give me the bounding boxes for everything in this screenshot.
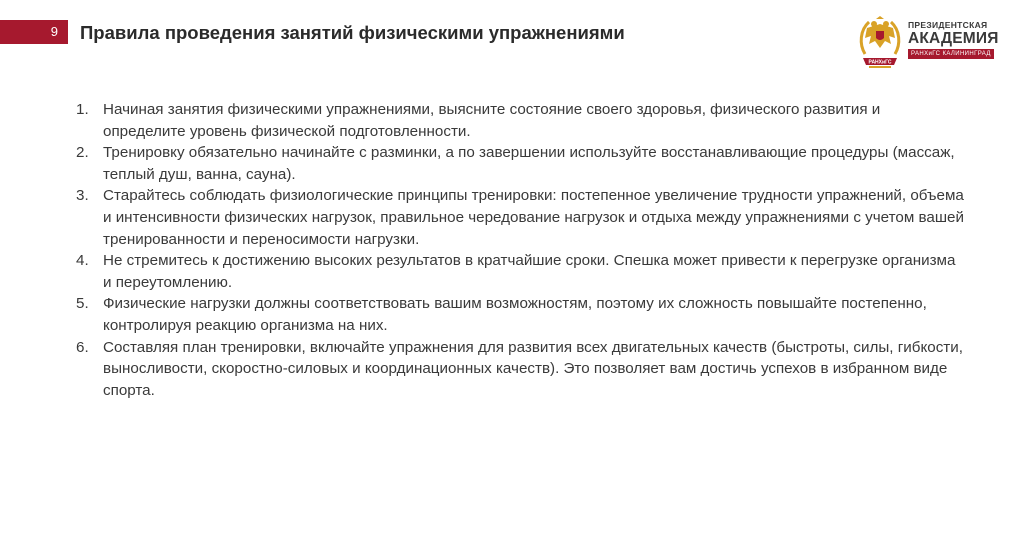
- list-item-text: Начиная занятия физическими упражнениями, выясните состояние своего здоровья, физического развития и определите уровень физической подготовленности.: [103, 101, 881, 140]
- list-item: [76, 99, 966, 142]
- rules-list: [76, 99, 966, 401]
- list-item: [76, 337, 966, 402]
- logo-line-3: РАНХиГС КАЛИНИНГРАД: [908, 49, 994, 59]
- slide-number: 9: [50, 24, 58, 39]
- list-item-number: 1.: [76, 101, 89, 118]
- slide-number-bar: [0, 20, 68, 44]
- double-headed-eagle-emblem-icon: [857, 14, 903, 74]
- list-item-text: Физические нагрузки должны соответствовать вашим возможностям, поэтому их сложность повышайте постепенно, контролируя реакцию организма на них.: [103, 295, 927, 334]
- list-item-number: 4.: [76, 252, 89, 270]
- list-item-number: 5.: [76, 295, 89, 313]
- list-item-number: 3.: [76, 187, 89, 205]
- academy-logo: [857, 14, 997, 74]
- list-item: [76, 185, 966, 250]
- list-item-number: 2.: [76, 144, 89, 162]
- logo-line-2: АКАДЕМИЯ: [908, 30, 999, 47]
- page-title: Правила проведения занятий физическими упражнениями: [80, 22, 625, 43]
- logo-line-1: ПРЕЗИДЕНТСКАЯ: [908, 20, 988, 30]
- list-item: [76, 293, 966, 336]
- list-item-text: Не стремитесь к достижению высоких результатов в кратчайшие сроки. Спешка может привести к перегрузке организма и переутомлению.: [103, 252, 956, 291]
- list-item-text: Старайтесь соблюдать физиологические принципы тренировки: постепенное увеличение трудности упражнений, объема и интенсивности физических нагрузок, правильное чередование нагрузок и отдыха между упражнениями с учетом вашей тренированности и переносимости нагрузки.: [103, 187, 964, 248]
- list-item-text: Составляя план тренировки, включайте упражнения для развития всех двигательных качеств (быстроты, силы, гибкости, выносливости, скоростно-силовых и координационных качеств). Это позволяет вам достичь успехов в избранном виде спорта.: [103, 338, 963, 399]
- list-item-number: 6.: [76, 338, 89, 356]
- list-item: [76, 142, 966, 185]
- list-item: [76, 250, 966, 293]
- emblem-ribbon-text: РАНХиГС: [868, 59, 892, 66]
- list-item-text: Тренировку обязательно начинайте с разминки, а по завершении используйте восстанавливающие процедуры (массаж, теплый душ, ванна, сауна).: [103, 144, 955, 183]
